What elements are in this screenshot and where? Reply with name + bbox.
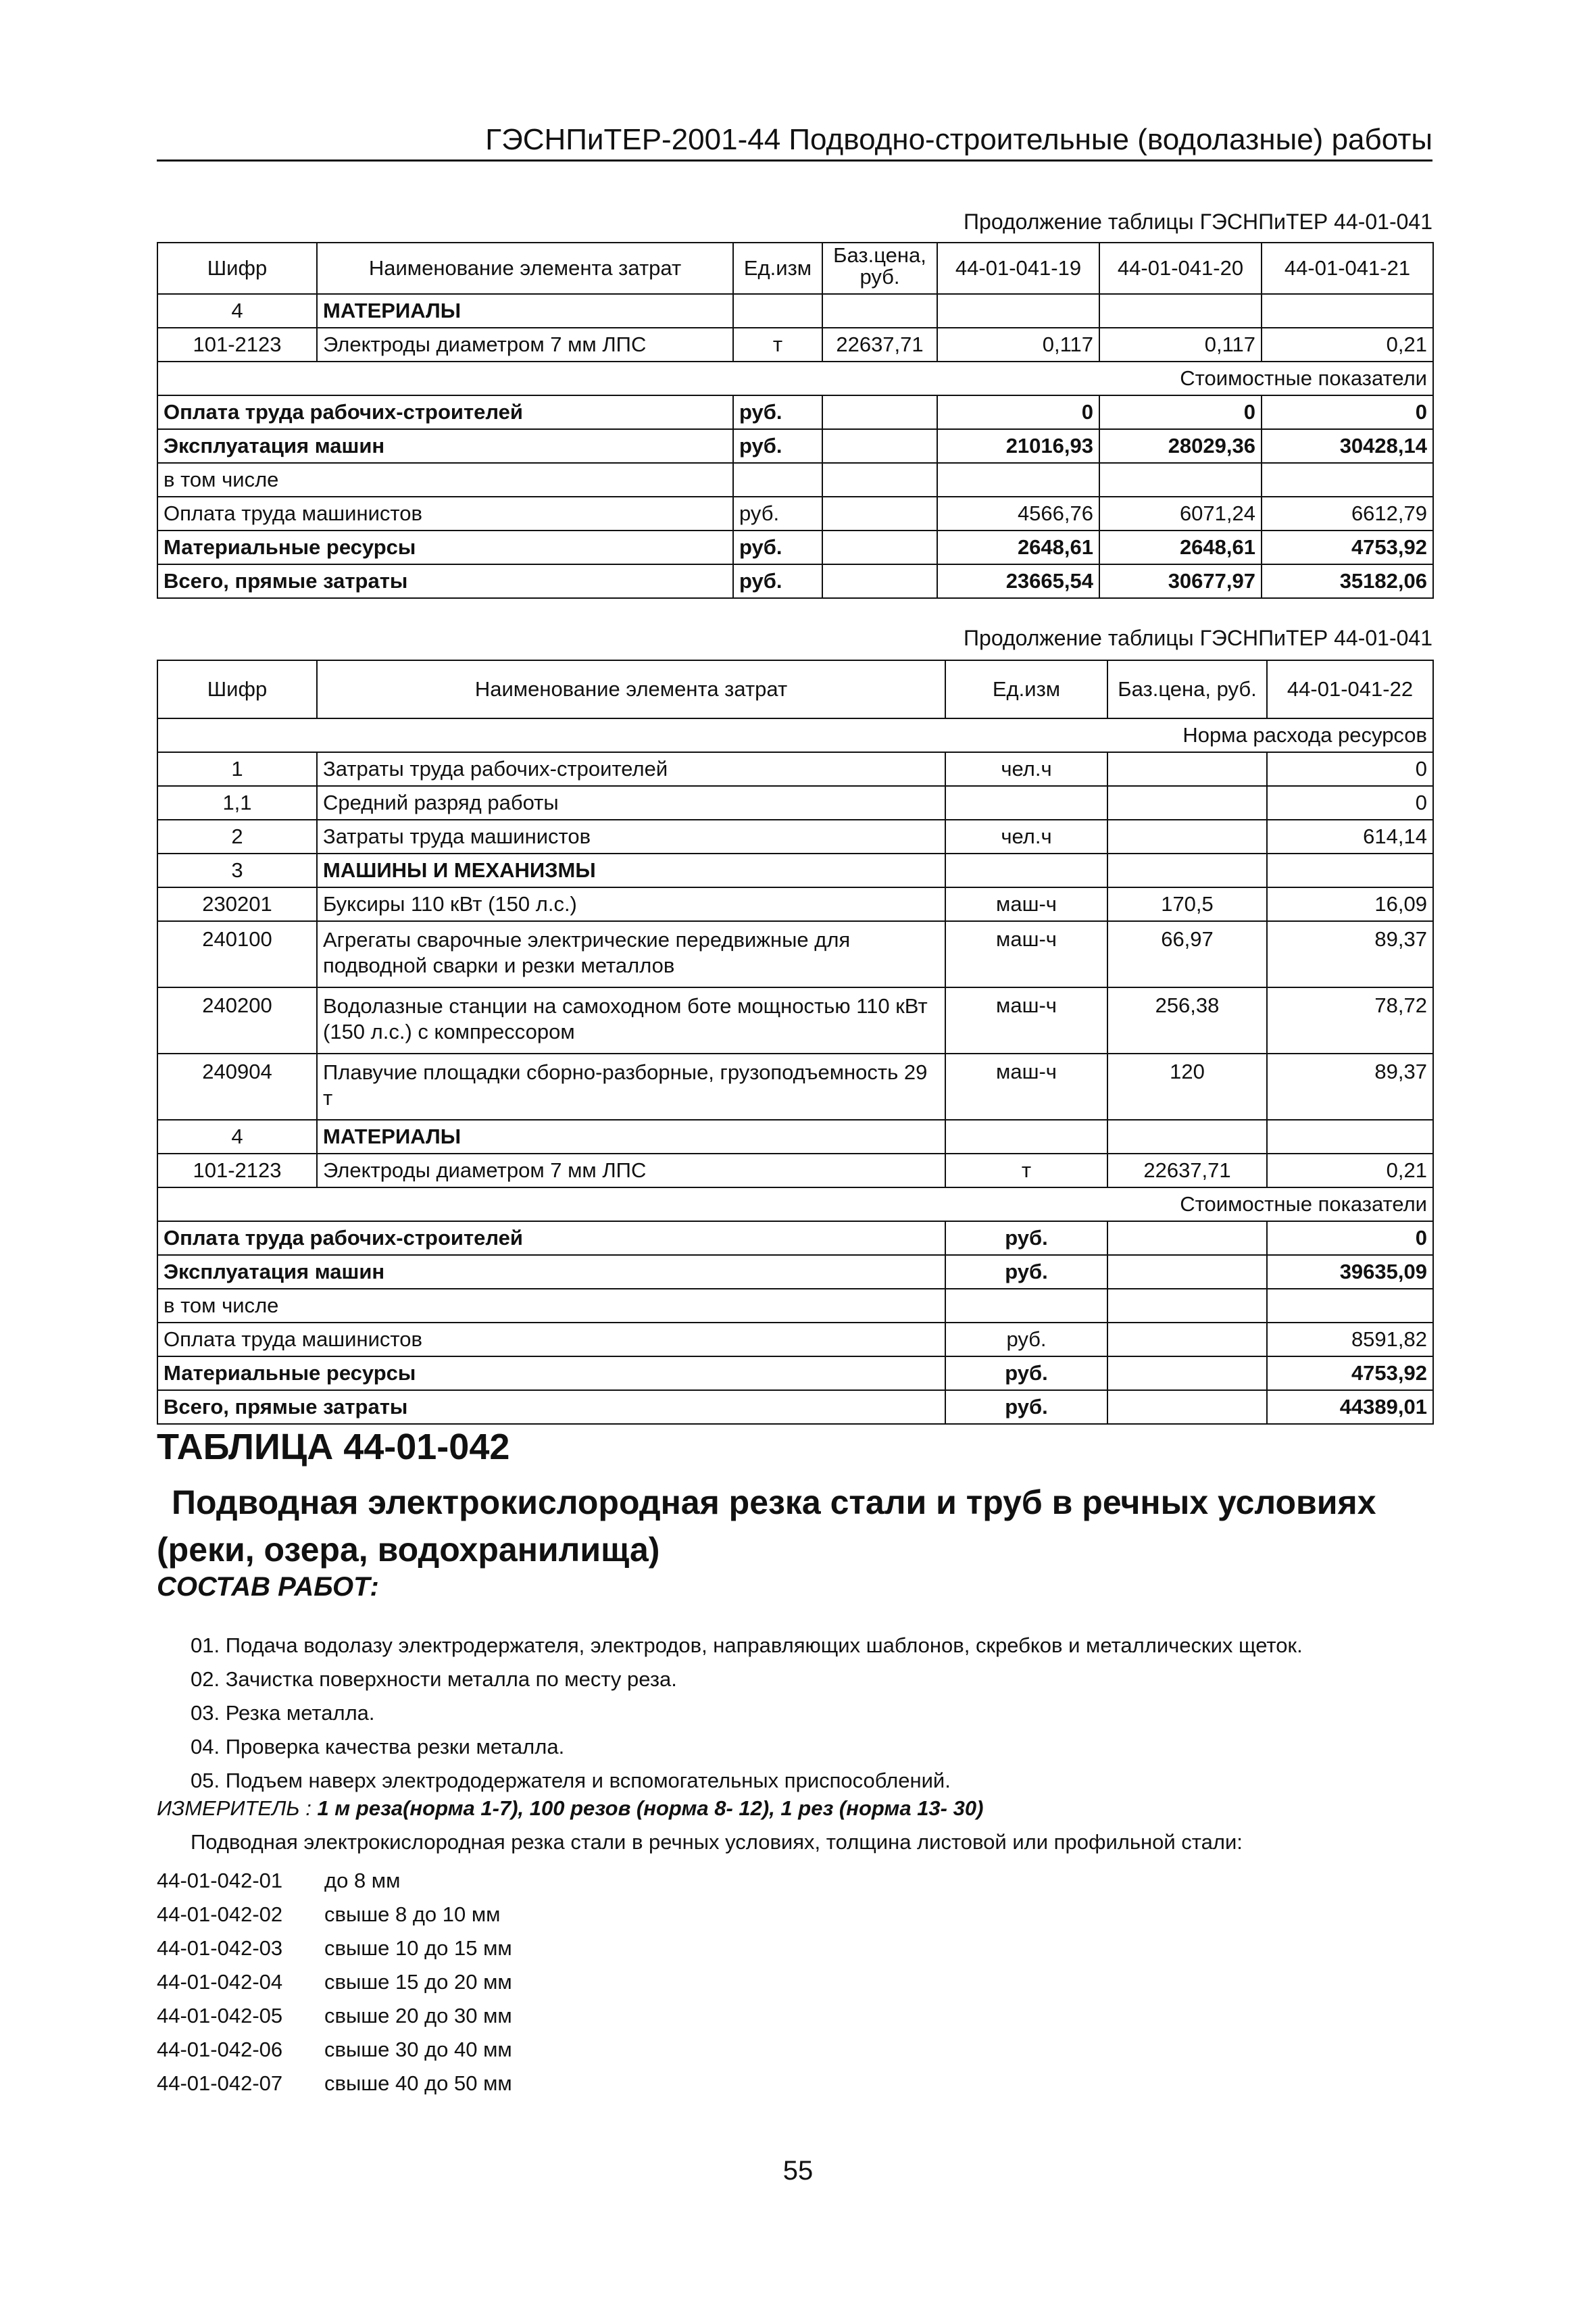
table1-cost-title-row xyxy=(157,362,1433,395)
row-name: Водолазные станции на самоходном боте мощностью 110 кВт (150 л.с.) с компрессором xyxy=(317,987,945,1054)
cost-title: Стоимостные показатели xyxy=(157,1187,1433,1221)
table-row xyxy=(157,1154,1433,1187)
norm-text: свыше 20 до 30 мм xyxy=(324,2004,512,2027)
norm-text: свыше 10 до 15 мм xyxy=(324,1936,512,1960)
row-code: 240904 xyxy=(157,1054,317,1120)
list-item xyxy=(157,2033,512,2067)
cost-value: 0 xyxy=(937,395,1099,429)
col-code-21: 44-01-041-21 xyxy=(1262,243,1433,294)
row-price: 170,5 xyxy=(1107,887,1267,921)
table-row xyxy=(157,1221,1433,1255)
row-value: 16,09 xyxy=(1267,887,1433,921)
row-name: Затраты труда рабочих-строителей xyxy=(317,752,945,786)
row-unit: маш-ч xyxy=(945,987,1107,1054)
list-item: 04. Проверка качества резки металла. xyxy=(191,1735,565,1758)
operations-list xyxy=(191,1629,1303,1798)
intro-text: Подводная электрокислородная резка стали в речных условиях, толщина листовой или профильной стали: xyxy=(191,1830,1243,1854)
cost-value: 4753,92 xyxy=(1262,531,1433,564)
table-row xyxy=(157,463,1433,497)
row-code: 230201 xyxy=(157,887,317,921)
cost-unit: руб. xyxy=(733,564,822,598)
list-item xyxy=(157,1999,512,2033)
table2-continuation: Продолжение таблицы ГЭСНПиТЕР 44-01-041 xyxy=(964,626,1432,650)
table-row xyxy=(157,1390,1433,1424)
cost-value: 39635,09 xyxy=(1267,1255,1433,1289)
cost-value: 0 xyxy=(1099,395,1262,429)
cost-name: Оплата труда машинистов xyxy=(157,1323,945,1356)
row-unit: маш-ч xyxy=(945,887,1107,921)
list-item xyxy=(157,1864,512,1898)
table-row xyxy=(157,854,1433,887)
list-item: 05. Подъем наверх электрододержателя и вспомогательных приспособлений. xyxy=(191,1769,951,1792)
row-price: 256,38 xyxy=(1107,987,1267,1054)
row-value: 614,14 xyxy=(1267,820,1433,854)
col-code-19: 44-01-041-19 xyxy=(937,243,1099,294)
section-title: ТАБЛИЦА 44-01-042 xyxy=(157,1427,510,1467)
norms-list xyxy=(157,1864,512,2100)
list-item xyxy=(157,1931,512,1965)
cost-unit: руб. xyxy=(733,531,822,564)
row-value: 78,72 xyxy=(1267,987,1433,1054)
table2 xyxy=(157,660,1434,1425)
cost-value: 30428,14 xyxy=(1262,429,1433,463)
cost-value: 44389,01 xyxy=(1267,1390,1433,1424)
cost-unit: руб. xyxy=(945,1255,1107,1289)
table2-norm-title-row xyxy=(157,718,1433,752)
row-unit: маш-ч xyxy=(945,1054,1107,1120)
row-name: МАШИНЫ И МЕХАНИЗМЫ xyxy=(317,854,945,887)
table-row xyxy=(157,1120,1433,1154)
row-price: 22637,71 xyxy=(1107,1154,1267,1187)
norm-code: 44-01-042-04 xyxy=(157,1970,283,1994)
list-item xyxy=(157,1965,512,1999)
row-value: 89,37 xyxy=(1267,921,1433,987)
measure-line xyxy=(157,1796,983,1821)
row-unit: чел.ч xyxy=(945,752,1107,786)
norm-code: 44-01-042-02 xyxy=(157,1902,283,1926)
cost-value: 28029,36 xyxy=(1099,429,1262,463)
row-unit: маш-ч xyxy=(945,921,1107,987)
row-price: 22637,71 xyxy=(822,328,937,362)
cost-value: 23665,54 xyxy=(937,564,1099,598)
norm-title: Норма расхода ресурсов xyxy=(157,718,1433,752)
list-item: 01. Подача водолазу электродержателя, электродов, направляющих шаблонов, скребков и металлических щеток. xyxy=(191,1633,1303,1657)
row-value: 0 xyxy=(1267,752,1433,786)
table-row xyxy=(157,820,1433,854)
norm-code: 44-01-042-01 xyxy=(157,1869,283,1892)
cost-name: Эксплуатация машин xyxy=(157,429,733,463)
cost-name: Всего, прямые затраты xyxy=(157,1390,945,1424)
table-row xyxy=(157,429,1433,463)
table-row xyxy=(157,987,1433,1054)
col-unit: Ед.изм xyxy=(945,660,1107,718)
row-value: 0,21 xyxy=(1262,328,1433,362)
table2-cost-title-row xyxy=(157,1187,1433,1221)
cost-unit: руб. xyxy=(733,429,822,463)
cost-value: 0 xyxy=(1267,1221,1433,1255)
cost-value: 6071,24 xyxy=(1099,497,1262,531)
row-unit: т xyxy=(733,328,822,362)
table1 xyxy=(157,242,1434,599)
cost-value: 30677,97 xyxy=(1099,564,1262,598)
norm-text: свыше 8 до 10 мм xyxy=(324,1902,501,1926)
cost-value: 2648,61 xyxy=(1099,531,1262,564)
cost-name: в том числе xyxy=(157,1289,945,1323)
row-name: Электроды диаметром 7 мм ЛПС xyxy=(317,1154,945,1187)
table-row xyxy=(157,1255,1433,1289)
table-row xyxy=(157,328,1433,362)
norm-code: 44-01-042-03 xyxy=(157,1936,283,1960)
table-row xyxy=(157,921,1433,987)
table-row xyxy=(157,786,1433,820)
norm-code: 44-01-042-06 xyxy=(157,2038,283,2061)
row-name: МАТЕРИАЛЫ xyxy=(317,1120,945,1154)
row-value: 0,117 xyxy=(1099,328,1262,362)
cost-value: 35182,06 xyxy=(1262,564,1433,598)
cost-name: Материальные ресурсы xyxy=(157,531,733,564)
row-code: 1,1 xyxy=(157,786,317,820)
cost-unit: руб. xyxy=(945,1221,1107,1255)
list-item: 02. Зачистка поверхности металла по месту реза. xyxy=(191,1667,677,1691)
col-unit: Ед.изм xyxy=(733,243,822,294)
cost-name: Оплата труда машинистов xyxy=(157,497,733,531)
table-row xyxy=(157,1289,1433,1323)
cost-name: Эксплуатация машин xyxy=(157,1255,945,1289)
table-row xyxy=(157,1323,1433,1356)
cost-value: 6612,79 xyxy=(1262,497,1433,531)
norm-text: до 8 мм xyxy=(324,1869,401,1892)
col-price: Баз.цена, руб. xyxy=(822,243,937,294)
section-title: МАТЕРИАЛЫ xyxy=(317,294,733,328)
row-price: 120 xyxy=(1107,1054,1267,1120)
row-name: Агрегаты сварочные электрические передвижные для подводной сварки и резки металлов xyxy=(317,921,945,987)
cost-unit: руб. xyxy=(733,395,822,429)
cost-value: 8591,82 xyxy=(1267,1323,1433,1356)
row-code: 240200 xyxy=(157,987,317,1054)
col-name: Наименование элемента затрат xyxy=(317,243,733,294)
row-code: 4 xyxy=(157,1120,317,1154)
cost-name: Оплата труда рабочих-строителей xyxy=(157,1221,945,1255)
list-item xyxy=(157,1898,512,1931)
cost-name: Материальные ресурсы xyxy=(157,1356,945,1390)
row-code: 2 xyxy=(157,820,317,854)
row-code: 240100 xyxy=(157,921,317,987)
cost-value: 0 xyxy=(1262,395,1433,429)
row-code: 101-2123 xyxy=(157,1154,317,1187)
table-row xyxy=(157,531,1433,564)
table-row xyxy=(157,497,1433,531)
measure-value: 1 м реза(норма 1-7), 100 резов (норма 8- 12), 1 рез (норма 13- 30) xyxy=(317,1796,984,1820)
cost-unit: руб. xyxy=(945,1390,1107,1424)
row-unit: т xyxy=(945,1154,1107,1187)
list-item xyxy=(157,2067,512,2100)
row-price xyxy=(1107,752,1267,786)
norm-text: свыше 30 до 40 мм xyxy=(324,2038,512,2061)
table-row xyxy=(157,564,1433,598)
row-unit xyxy=(945,786,1107,820)
table-row xyxy=(157,395,1433,429)
cost-unit: руб. xyxy=(945,1323,1107,1356)
measure-label: ИЗМЕРИТЕЛЬ : xyxy=(157,1796,311,1820)
row-name: Плавучие площадки сборно-разборные, грузоподъемность 29 т xyxy=(317,1054,945,1120)
work-composition-title: СОСТАВ РАБОТ: xyxy=(157,1572,379,1602)
col-code-22: 44-01-041-22 xyxy=(1267,660,1433,718)
cost-unit: руб. xyxy=(733,497,822,531)
row-price: 66,97 xyxy=(1107,921,1267,987)
row-name: Затраты труда машинистов xyxy=(317,820,945,854)
cost-value: 4753,92 xyxy=(1267,1356,1433,1390)
col-code-20: 44-01-041-20 xyxy=(1099,243,1262,294)
norm-text: свыше 40 до 50 мм xyxy=(324,2071,512,2095)
section-number: 4 xyxy=(157,294,317,328)
cost-value: 2648,61 xyxy=(937,531,1099,564)
table-row xyxy=(157,887,1433,921)
col-price: Баз.цена, руб. xyxy=(1107,660,1267,718)
table1-header-row xyxy=(157,243,1433,294)
norm-text: свыше 15 до 20 мм xyxy=(324,1970,512,1994)
col-name: Наименование элемента затрат xyxy=(317,660,945,718)
cost-name: в том числе xyxy=(157,463,733,497)
cost-unit: руб. xyxy=(945,1356,1107,1390)
row-price xyxy=(1107,820,1267,854)
col-code: Шифр xyxy=(157,660,317,718)
row-name: Электроды диаметром 7 мм ЛПС xyxy=(317,328,733,362)
row-unit: чел.ч xyxy=(945,820,1107,854)
row-value: 89,37 xyxy=(1267,1054,1433,1120)
table2-header-row xyxy=(157,660,1433,718)
row-value: 0,21 xyxy=(1267,1154,1433,1187)
row-name: Средний разряд работы xyxy=(317,786,945,820)
norm-code: 44-01-042-07 xyxy=(157,2071,283,2095)
running-header: ГЭСНПиТЕР-2001-44 Подводно-строительные (водолазные) работы xyxy=(157,120,1432,162)
table1-section-row xyxy=(157,294,1433,328)
cost-name: Всего, прямые затраты xyxy=(157,564,733,598)
col-code: Шифр xyxy=(157,243,317,294)
cost-value: 21016,93 xyxy=(937,429,1099,463)
table1-continuation: Продолжение таблицы ГЭСНПиТЕР 44-01-041 xyxy=(964,210,1432,234)
page-number: 55 xyxy=(782,2156,814,2186)
row-value: 0,117 xyxy=(937,328,1099,362)
section-subtitle: Подводная электрокислородная резка стали и труб в речных условиях (реки, озера, водохранилища) xyxy=(157,1483,1376,1569)
row-value: 0 xyxy=(1267,786,1433,820)
table-row xyxy=(157,1356,1433,1390)
list-item: 03. Резка металла. xyxy=(191,1701,375,1725)
row-code: 3 xyxy=(157,854,317,887)
row-code: 101-2123 xyxy=(157,328,317,362)
cost-title: Стоимостные показатели xyxy=(157,362,1433,395)
row-name: Буксиры 110 кВт (150 л.с.) xyxy=(317,887,945,921)
norm-code: 44-01-042-05 xyxy=(157,2004,283,2027)
table-row xyxy=(157,1054,1433,1120)
cost-value: 4566,76 xyxy=(937,497,1099,531)
row-code: 1 xyxy=(157,752,317,786)
row-price xyxy=(1107,786,1267,820)
cost-name: Оплата труда рабочих-строителей xyxy=(157,395,733,429)
table-row xyxy=(157,752,1433,786)
